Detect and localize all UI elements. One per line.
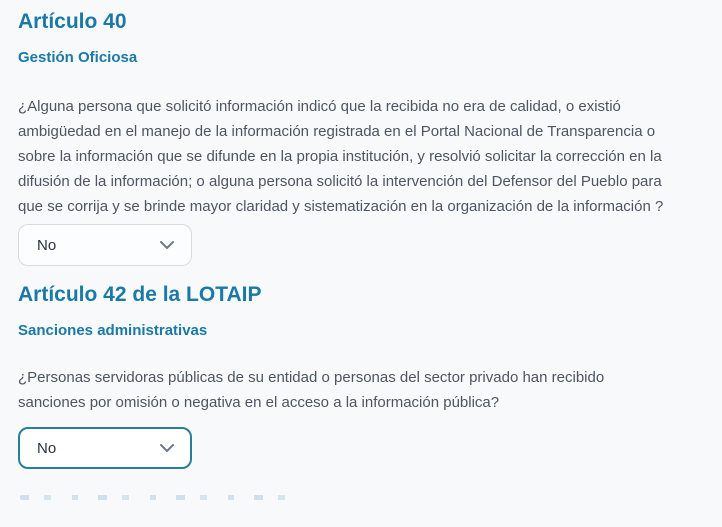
section-articulo-42 — [18, 284, 706, 469]
section-articulo-40 — [18, 11, 706, 266]
sanciones-administrativas-select-value: No — [37, 439, 57, 457]
gestion-oficiosa-subtitle: Gestión Oficiosa — [18, 49, 138, 66]
cutoff-text-fragment — [20, 495, 304, 500]
article-42-title: Artículo 42 de la LOTAIP — [18, 283, 262, 306]
sanciones-administrativas-subtitle: Sanciones administrativas — [18, 322, 208, 339]
sanciones-administrativas-question: ¿Personas servidoras públicas de su entidad o personas del sector privado han recibido sanciones por omisión o negativa en el acceso a la información pública? — [18, 369, 605, 411]
gestion-oficiosa-select-value: No — [37, 236, 57, 254]
chevron-down-icon — [160, 444, 174, 452]
chevron-down-icon — [160, 241, 174, 249]
sanciones-administrativas-select[interactable] — [18, 427, 192, 469]
article-40-title: Artículo 40 — [18, 10, 127, 33]
gestion-oficiosa-select[interactable] — [18, 224, 192, 266]
gestion-oficiosa-question: ¿Alguna persona que solicitó información indicó que la recibida no era de calidad, o existió ambigüedad en el manejo de la información registrada en el Portal Nacional de Transparencia o sobre la información que se difunde en la propia institución, y resolvió solicitar la corrección en la difusión de la información; o alguna persona solicitó la intervención del Defensor del Pueblo para que se corrija y se brinde mayor claridad y sistematización en la organización de la información ? — [18, 98, 664, 215]
